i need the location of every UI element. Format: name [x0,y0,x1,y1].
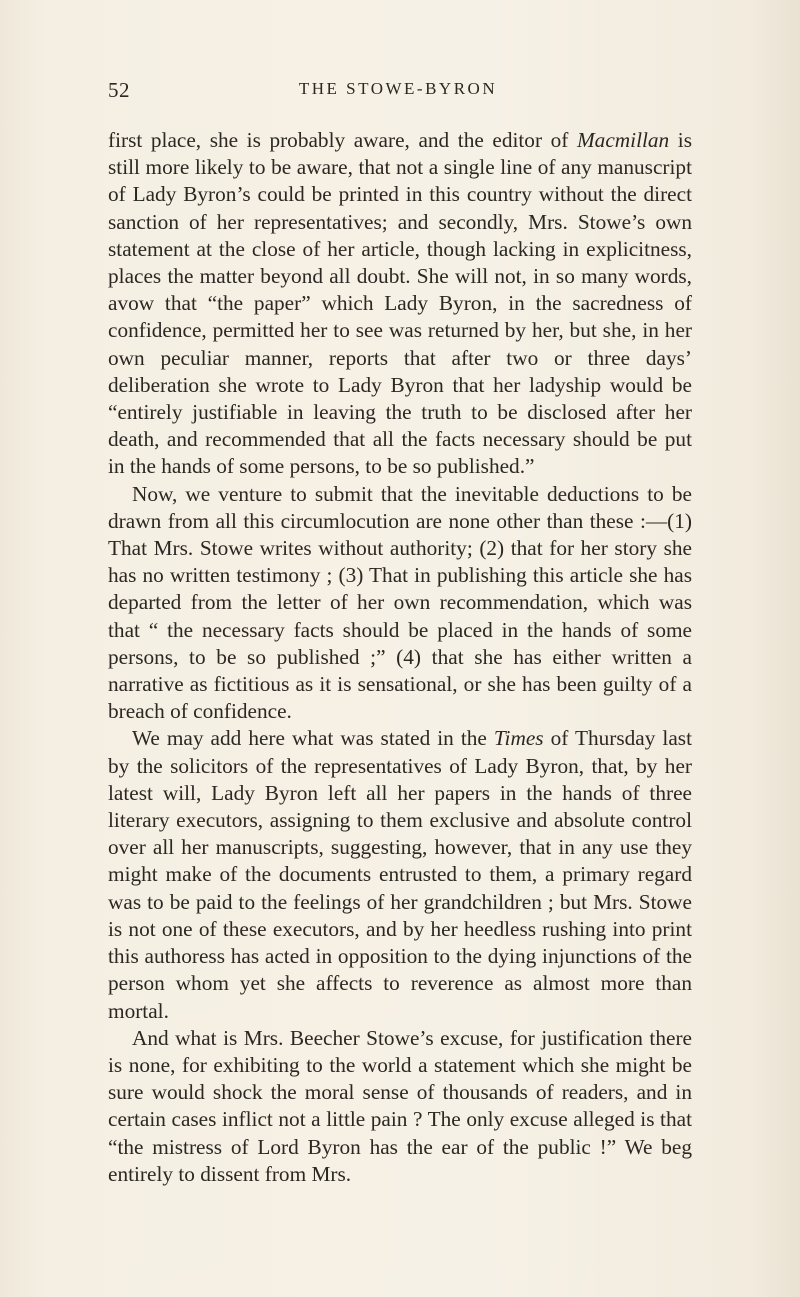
paragraph-text: of Thursday last by the solicitors of the representatives of Lady Byron, that, by her latest will, Lady Byron left all her papers in the hands of three literary executors, assigning to them exclusive and absolute control over all her manuscripts, suggesting, however, that in any use they might make of the documents entrusted to them, a primary regard was to be paid to the feelings of her grandchildren ; but Mrs. Stowe is not one of these executors, and by her heedless rushing into print this authoress has acted in opposition to the dying injunctions of the person whom yet she affects to reverence as almost more than mortal. [108,726,692,1023]
paragraph-text: first place, she is probably aware, and the editor of [108,128,577,152]
paragraph [108,127,692,481]
paragraph [108,725,692,1024]
italic-title: Times [493,726,544,751]
paragraph [108,1025,692,1188]
italic-title: Macmillan [576,128,670,152]
page-header [108,78,688,108]
body-text [108,127,692,1188]
page-number: 52 [108,78,130,102]
paragraph-text: And what is Mrs. Beecher Stowe’s excuse, for justification there is none, for exhibiting to the world a statement which she might be sure would shock the moral sense of thousands of readers, and in certain cases inflict not a little pain ? The only excuse alleged is that “the mistress of Lord Byron has the ear of the public !” We beg entirely to dissent from Mrs. [108,1025,692,1186]
paragraph [108,481,692,726]
paragraph-text: is still more likely to be aware, that not a single line of any manuscript of Lady Byron’s could be printed in this country without the direct sanction of her representatives; and secondly, Mrs. Stowe’s own statement at the close of her article, though lacking in explicitness, places the matter beyond all doubt. She will not, in so many words, avow that “the paper” which Lady Byron, in the sacredness of confidence, permitted her to see was returned by her, but she, in her own peculiar manner, reports that after two or three days’ deliberation she wrote to Lady Byron that her ladyship would be “entirely justifiable in leaving the truth to be disclosed after her death, and recommended that all the facts necessary should be put in the hands of some persons, to be so published.” [108,128,692,479]
running-head: THE STOWE-BYRON [298,79,498,98]
paragraph-text: Now, we venture to submit that the inevitable deductions to be drawn from all this circumlocution are none other than these :—(1) That Mrs. Stowe writes without authority; (2) that for her story she has no written testimony ; (3) That in publishing this article she has departed from the letter of her own recommendation, which was that “ the necessary facts should be placed in the hands of some persons, to be so published ;” (4) that she has either written a narrative as fictitious as it is sensational, or she has been guilty of a breach of confidence. [108,481,692,724]
paragraph-text: We may add here what was stated in the [132,726,494,751]
